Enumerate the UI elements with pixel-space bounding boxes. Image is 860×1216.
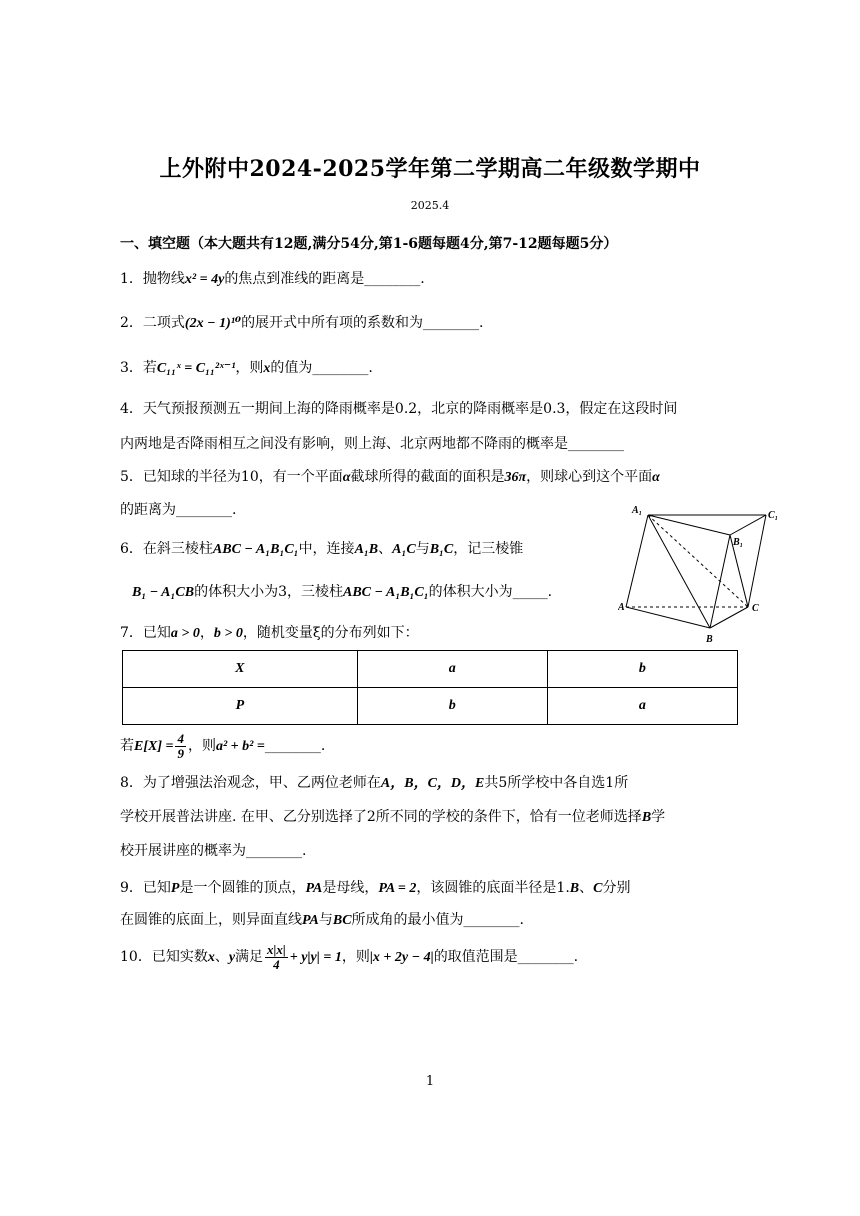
- edge-a1b: [648, 515, 710, 628]
- question-6-line-1: 6．在斜三棱柱ABC − A₁B₁C₁中，连接A₁B、A₁C与B₁C，记三棱锥: [120, 541, 524, 557]
- question-5-line-1: 5．已知球的半径为10，有一个平面α截球所得的截面的面积是36π，则球心到这个平面α: [120, 469, 660, 485]
- table-row: [123, 688, 738, 725]
- edge-a1b1: [648, 515, 730, 535]
- distribution-table: [122, 650, 738, 725]
- fraction-x-abs-x-over-4: $\frac{x|x|}{4}$: [267, 941, 286, 972]
- question-6-line-2: B₁ − A₁CB的体积大小为3，三棱柱ABC − A₁B₁C₁的体积大小为_____.: [132, 584, 553, 600]
- prism-figure: [618, 500, 790, 650]
- question-2: 2．二项式(2x − 1)¹⁰的展开式中所有项的系数和为________.: [120, 315, 484, 331]
- label-b: B: [706, 634, 713, 645]
- table-cell: P: [123, 688, 358, 725]
- edge-aa1: [626, 515, 648, 607]
- question-7: 7．已知a > 0，b > 0，随机变量ξ的分布列如下：: [120, 625, 419, 641]
- label-c1: C₁: [768, 510, 779, 521]
- table-cell: b: [357, 688, 547, 725]
- edge-ab: [626, 607, 710, 628]
- label-a: A: [618, 602, 625, 613]
- question-7-condition: 若E[X] = $\frac{4}{9}$ ，则a² + b² =________.: [120, 730, 326, 761]
- question-9-line-2: 在圆锥的底面上，则异面直线PA与BC所成角的最小值为________.: [120, 912, 524, 928]
- question-4-line-2: 内两地是否降雨相互之间没有影响，则上海、北京两地都不降雨的概率是________: [120, 436, 624, 452]
- exam-date: 2025.4: [410, 199, 450, 212]
- label-b1: B₁: [733, 537, 744, 548]
- question-5-line-2: 的距离为________.: [120, 502, 237, 518]
- edge-b1c1: [730, 515, 766, 535]
- question-8-line-2: 学校开展普法讲座. 在甲、乙分别选择了2所不同的学校的条件下，恰有一位老师选择B学: [120, 809, 666, 825]
- table-row: [123, 651, 738, 688]
- page-number: 1: [425, 1074, 435, 1089]
- page-title: 上外附中2024-2025学年第二学期高二年级数学期中: [159, 156, 701, 182]
- question-8-line-1: 8．为了增强法治观念，甲、乙两位老师在A，B，C，D，E共5所学校中各自选1所: [120, 775, 629, 791]
- edge-cc1: [748, 515, 766, 607]
- table-cell: a: [547, 688, 737, 725]
- question-4-line-1: 4．天气预报预测五一期间上海的降雨概率是0.2，北京的降雨概率是0.3，假定在这段时间: [120, 401, 678, 417]
- fraction-4-9: $\frac{4}{9}$: [177, 730, 184, 761]
- question-9-line-1: 9．已知P是一个圆锥的顶点，PA是母线，PA = 2，该圆锥的底面半径是1.B、C分别: [120, 880, 631, 896]
- question-1: 1．抛物线x² = 4y的焦点到准线的距离是________.: [120, 271, 425, 287]
- question-3: 3．若C₁₁ˣ = C₁₁²ˣ⁻¹，则x的值为________.: [120, 360, 373, 376]
- table-cell: b: [547, 651, 737, 688]
- question-10: 10．已知实数x、y满足 $\frac{x|x|}{4}$ + y|y| = 1，则|x + 2y − 4|的取值范围是________.: [120, 941, 579, 972]
- table-cell: a: [357, 651, 547, 688]
- edge-bc: [710, 607, 748, 628]
- edge-a1c-hidden: [648, 515, 748, 607]
- label-c: C: [752, 603, 759, 614]
- label-a1: A₁: [632, 505, 643, 516]
- table-cell: X: [123, 651, 358, 688]
- section-heading: 一、填空题（本大题共有12题,满分54分,第1-6题每题4分,第7-12题每题5分）: [120, 236, 618, 252]
- question-8-line-3: 校开展讲座的概率为________.: [120, 843, 307, 859]
